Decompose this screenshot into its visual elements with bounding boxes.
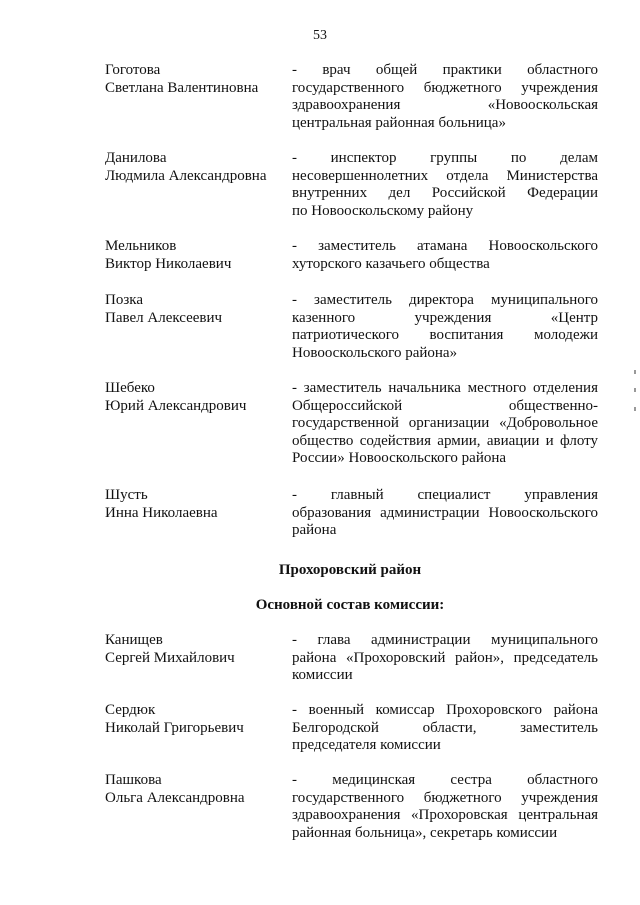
member-given-names: Светлана Валентиновна [105,79,259,96]
position-line: общество содействия армии, авиации и флоту [292,432,598,449]
member-name [105,62,290,97]
position-line: центральная районная больница» [292,114,506,131]
member-surname: Данилова [105,150,167,166]
member-name [105,632,290,667]
district-title: Прохоровский район [278,562,422,578]
member-surname: Позка [105,292,143,308]
member-position [292,702,598,755]
member-surname: Мельников [105,238,177,254]
position-line: государственного бюджетного учреждения [292,79,598,96]
member-surname: Гоготова [105,62,161,78]
position-line: - глава администрации муниципального [292,632,598,648]
member-position [292,238,598,273]
position-line: образования администрации Новооскольского [292,504,598,521]
position-line: района «Прохоровский район», председатель [292,649,598,666]
member-name [105,772,290,807]
member-given-names: Николай Григорьевич [105,719,244,736]
position-line: - военный комиссар Прохоровского района [292,702,598,718]
member-given-names: Людмила Александровна [105,167,267,184]
member-surname: Шусть [105,487,148,503]
position-line: России» Новооскольского района [292,450,507,467]
position-line: - заместитель начальника местного отделения [292,380,598,396]
commission-title: Основной состав комиссии: [255,597,445,613]
position-line: здравоохранения «Новооскольская [292,97,598,114]
member-given-names: Виктор Николаевич [105,255,232,272]
position-line: Белгородской области, заместитель [292,719,598,736]
position-line: патриотического воспитания молодежи [292,327,598,344]
position-line: - медицинская сестра областного [292,772,598,788]
position-line: районная больница», секретарь комиссии [292,824,558,841]
scan-artifact [634,407,636,411]
member-surname: Сердюк [105,702,156,718]
position-line: - врач общей практики областного [292,62,598,78]
position-line: Новооскольского района» [292,344,458,361]
position-line: хуторского казачьего общества [292,255,490,272]
member-position [292,292,598,362]
member-given-names: Ольга Александровна [105,789,245,806]
position-line: председателя комиссии [292,737,441,754]
position-line: государственной организации «Добровольное [292,415,598,432]
page-number: 53 [313,28,327,43]
member-name [105,238,290,273]
position-line: несовершеннолетних отдела Министерства [292,167,598,184]
position-line: Общероссийской общественно- [292,397,598,414]
scan-artifact [634,370,636,374]
member-position [292,487,598,540]
position-line: по Новооскольскому району [292,202,474,219]
position-line: - инспектор группы по делам [292,150,598,166]
member-given-names: Инна Николаевна [105,504,218,521]
position-line: - главный специалист управления [292,487,598,503]
position-line: района [292,522,337,539]
member-given-names: Павел Алексеевич [105,309,223,326]
position-line: - заместитель атамана Новооскольского [292,238,598,254]
member-surname: Шебеко [105,380,155,396]
position-line: - заместитель директора муниципального [292,292,598,308]
member-position [292,62,598,132]
member-name [105,380,290,415]
member-position [292,150,598,220]
member-position [292,772,598,842]
member-position [292,632,598,685]
member-name [105,292,290,327]
position-line: внутренних дел Российской Федерации [292,185,598,202]
member-name [105,487,290,522]
member-given-names: Сергей Михайлович [105,649,235,666]
member-surname: Канищев [105,632,163,648]
position-line: государственного бюджетного учреждения [292,789,598,806]
member-position [292,380,598,468]
member-name [105,702,290,737]
position-line: здравоохранения «Прохоровская центральная [292,807,598,824]
member-given-names: Юрий Александрович [105,397,247,414]
position-line: комиссии [292,667,353,684]
member-name [105,150,290,185]
scan-artifact [634,388,636,392]
position-line: казенного учреждения «Центр [292,309,598,326]
member-surname: Пашкова [105,772,162,788]
